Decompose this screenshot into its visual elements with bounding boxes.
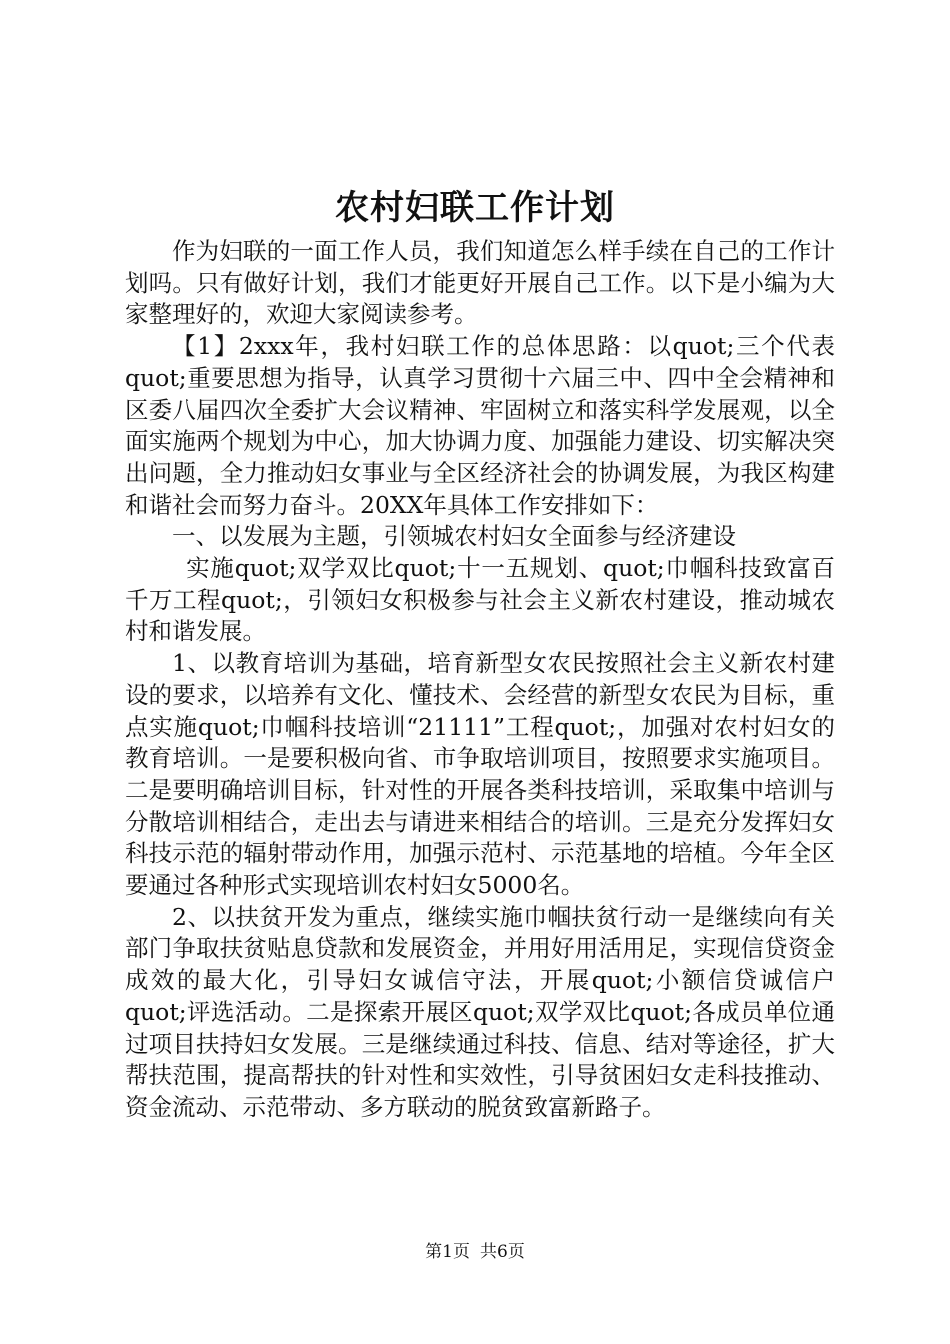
section-summary-paragraph: 实施quot;双学双比quot;十一五规划、quot;巾帼科技致富百千万工程quot;，引领妇女积极参与社会主义新农村建设，推动城农村和谐发展。 bbox=[125, 554, 835, 646]
intro-paragraph: 作为妇联的一面工作人员，我们知道怎么样手续在自己的工作计划吗。只有做好计划，我们才能更好开展自己工作。以下是小编为大家整理好的，欢迎大家阅读参考。 bbox=[125, 237, 835, 329]
document-title: 农村妇联工作计划 bbox=[335, 188, 615, 228]
page-number: 第1页 bbox=[425, 1242, 470, 1262]
page-footer bbox=[0, 1240, 950, 1264]
document-body bbox=[125, 236, 835, 1124]
page-count: 共6页 bbox=[480, 1242, 525, 1262]
overview-paragraph: 【1】2xxx年，我村妇联工作的总体思路：以quot;三个代表quot;重要思想为指导，认真学习贯彻十六届三中、四中全会精神和区委八届四次全委扩大会议精神、牢固树立和落实科学发展观，以全面实施两个规划为中心，加大协调力度、加强能力建设、切实解决突出问题，全力推动妇女事业与全区经济社会的协调发展，为我区构建和谐社会而努力奋斗。20XX年具体工作安排如下： bbox=[125, 332, 835, 519]
item-1-paragraph: 1、以教育培训为基础，培育新型女农民按照社会主义新农村建设的要求，以培养有文化、懂技术、会经营的新型女农民为目标，重点实施quot;巾帼科技培训“21111”工程quot;，加强对农村妇女的教育培训。一是要积极向省、市争取培训项目，按照要求实施项目。二是要明确培训目标，针对性的开展各类科技培训，采取集中培训与分散培训相结合，走出去与请进来相结合的培训。三是充分发挥妇女科技示范的辐射带动作用，加强示范村、示范基地的培植。今年全区要通过各种形式实现培训农村妇女5000名。 bbox=[125, 649, 835, 900]
item-2-paragraph: 2、以扶贫开发为重点，继续实施巾帼扶贫行动一是继续向有关部门争取扶贫贴息贷款和发展资金，并用好用活用足，实现信贷资金成效的最大化，引导妇女诚信守法，开展quot;小额信贷诚信户quot;评选活动。二是探索开展区quot;双学双比quot;各成员单位通过项目扶持妇女发展。三是继续通过科技、信息、结对等途径，扩大帮扶范围，提高帮扶的针对性和实效性，引导贫困妇女走科技推动、资金流动、示范带动、多方联动的脱贫致富新路子。 bbox=[125, 902, 835, 1121]
section-heading: 一、以发展为主题，引领城农村妇女全面参与经济建设 bbox=[172, 522, 736, 551]
